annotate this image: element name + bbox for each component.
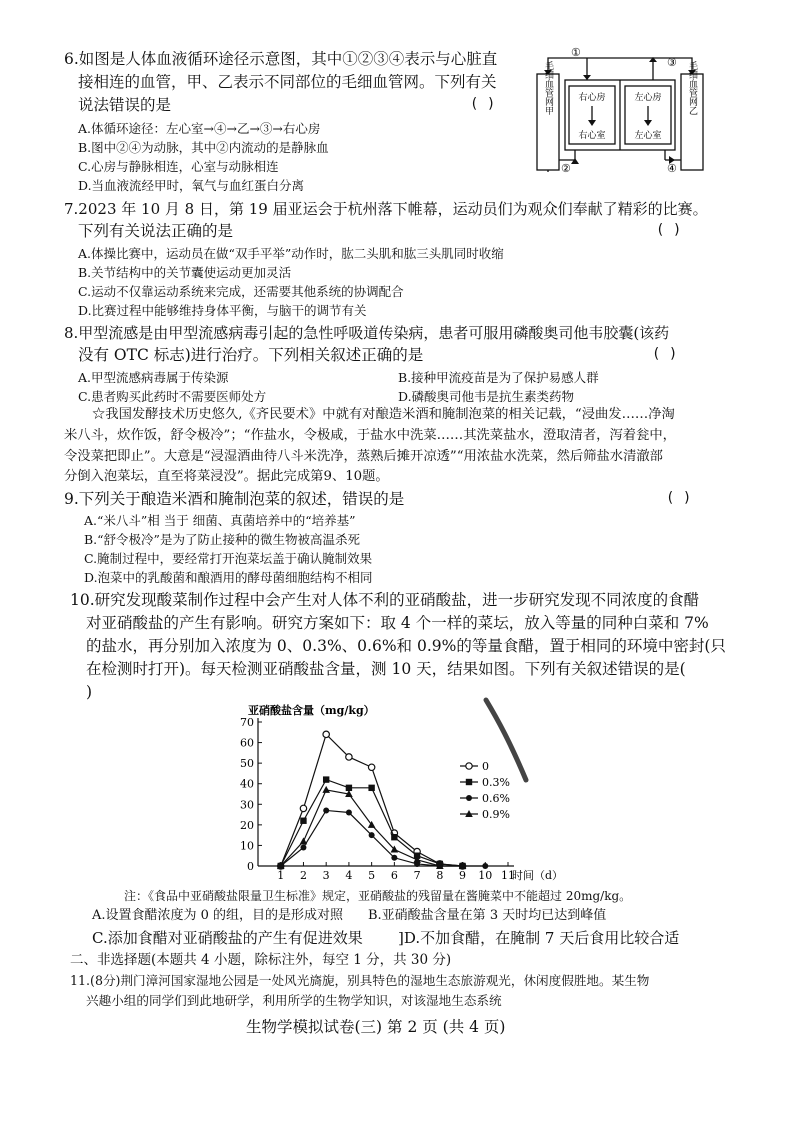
chart-axes	[258, 718, 514, 866]
x-tick-label: 1	[277, 869, 285, 882]
q9-answer-paren: ( )	[666, 490, 692, 506]
q10-option-a: A.设置食醋浓度为 0 的组，目的是形成对照	[92, 908, 344, 923]
blood-circulation-diagram	[531, 48, 711, 176]
q6-stem-line3: 说法错误的是	[78, 96, 172, 114]
data-point	[300, 844, 306, 850]
passage-line1: ☆我国发酵技术历史悠久,《齐民要术》中就有对酿造米酒和腌制泡菜的相关记载，“浸曲发……净淘	[92, 407, 675, 422]
q8-answer-paren: ( )	[652, 346, 678, 362]
pen-mark	[480, 696, 540, 788]
left-atrium-label: 左心房	[634, 93, 662, 103]
q8-option-b: B.接种甲流疫苗是为了保护易感人群	[398, 370, 599, 385]
q10-stem-line3: 的盐水，再分别加入浓度为 0、0.3%、0.6%和 0.9%的等量食醋，置于相同的环境中密封(只	[86, 637, 726, 655]
q6-option-c: C.心房与静脉相连，心室与动脉相连	[78, 159, 279, 174]
x-tick-label: 2	[299, 869, 307, 882]
q8-stem-line1: 8.甲型流感是由甲型流感病毒引起的急性呼吸道传染病，患者可服用磷酸奥司他韦胶囊(该药	[64, 324, 670, 342]
data-point	[323, 776, 329, 782]
q8-stem-line2: 没有 OTC 标志)进行治疗。下列相关叙述正确的是	[78, 346, 424, 364]
y-tick-label: 40	[240, 777, 254, 791]
q6-option-b: B.图中②④为动脉，其中②内流动的是静脉血	[78, 140, 329, 155]
passage-line2: 米八斗，炊作饭，舒令极冷”；“作盐水，令极咸，于盐水中洗菜……其洗菜盐水，澄取清者，泻着瓮中，	[64, 428, 676, 443]
series-line	[281, 790, 463, 866]
x-tick-label: 9	[459, 869, 467, 882]
x-axis-label: 时间（d）	[512, 869, 564, 882]
q9-option-a: A.“米八斗”相 当于 细菌、真菌培养中的“培养基”	[84, 513, 356, 528]
capillary-jia-label: 毛细血管网甲	[543, 61, 553, 115]
left-ventricle-label: 左心室	[634, 131, 662, 141]
y-tick-label: 70	[240, 716, 254, 729]
data-point	[368, 764, 374, 770]
q10-stem-line5: )	[86, 683, 93, 701]
q6-stem-line2: 接相连的血管，甲、乙表示不同部位的毛细血管网。下列有关	[78, 73, 497, 91]
x-tick-label: 3	[322, 869, 330, 882]
data-point	[369, 832, 375, 838]
q11-line2: 兴趣小组的同学们到此地研学，利用所学的生物学知识，对该湿地生态系统	[86, 993, 502, 1008]
legend-label: 0	[482, 760, 489, 773]
data-point	[346, 754, 352, 760]
y-tick-label: 50	[240, 757, 254, 771]
x-tick-label: 7	[413, 869, 421, 882]
data-point	[322, 786, 330, 793]
q9-option-b: B.“舒令极冷”是为了防止接种的微生物被高温杀死	[84, 532, 360, 547]
data-point	[300, 818, 306, 824]
x-tick-label: 4	[345, 869, 353, 882]
right-ventricle-label: 右心室	[578, 131, 606, 141]
chart-series	[277, 731, 488, 869]
data-point	[391, 855, 397, 861]
q10-option-c: C.添加食醋对亚硝酸盐的产生有促进效果	[92, 929, 363, 947]
q8-option-d: D.磷酸奥司他韦是抗生素类药物	[398, 389, 575, 404]
q9-stem: 9.下列关于酿造米酒和腌制泡菜的叙述，错误的是	[64, 490, 405, 508]
x-tick-label: 5	[368, 869, 376, 882]
data-point	[466, 763, 472, 769]
capillary-yi-label: 毛细血管网乙	[687, 61, 697, 115]
series-line	[281, 810, 486, 866]
passage-line3: 令没菜把即止”。大意是“浸湿酒曲待八斗米洗净，蒸熟后摊开凉透”“用浓盐水洗菜，然后筛盐水清澈部	[64, 449, 663, 464]
y-tick-label: 60	[240, 736, 254, 750]
q10-option-b: B.亚硝酸盐含量在第 3 天时均已达到峰值	[368, 908, 607, 923]
chart-x-ticks	[277, 862, 563, 882]
series-0.6%	[278, 807, 489, 869]
data-point	[323, 807, 329, 813]
q7-option-c: C.运动不仅靠运动系统来完成，还需要其他系统的协调配合	[78, 284, 404, 299]
q9-option-d: D.泡菜中的乳酸菌和酿酒用的酵母菌细胞结构不相同	[84, 570, 373, 585]
y-tick-label: 10	[240, 839, 254, 853]
data-point	[368, 785, 374, 791]
data-point	[300, 805, 306, 811]
vessel-1-label: ①	[571, 46, 581, 59]
page-footer: 生物学模拟试卷(三) 第 2 页 (共 4 页)	[246, 1018, 506, 1036]
q10-stem-line2: 对亚硝酸盐的产生有影响。研究方案如下：取 4 个一样的菜坛，放入等量的同种白菜和 7%	[86, 614, 709, 632]
y-tick-label: 0	[247, 860, 254, 873]
section-2-heading: 二、非选择题(本题共 4 小题，除标注外，每空 1 分，共 30 分)	[70, 952, 452, 968]
chart-title: 亚硝酸盐含量（mg/kg）	[248, 704, 375, 717]
data-point	[300, 837, 308, 844]
q8-option-a: A.甲型流感病毒属于传染源	[78, 370, 229, 385]
vessel-4-label: ④	[667, 162, 677, 175]
vessel-3-label: ③	[667, 56, 677, 69]
q7-option-d: D.比赛过程中能够维持身体平衡，与脑干的调节有关	[78, 303, 367, 318]
q10-note: 注：《食品中亚硝酸盐限量卫生标准》规定，亚硝酸盐的残留量在酱腌菜中不能超过 20mg/kg。	[124, 889, 632, 903]
series-0.9%	[277, 786, 466, 869]
q6-option-d: D.当血液流经甲时，氧气与血红蛋白分离	[78, 178, 305, 193]
q9-option-c: C.腌制过程中，要经常打开泡菜坛盖于确认腌制效果	[84, 551, 373, 566]
q6-option-a: A.体循环途径：左心室→④→乙→③→右心房	[78, 121, 321, 136]
y-tick-label: 30	[240, 798, 254, 812]
chart-y-ticks	[240, 716, 262, 873]
series-line	[281, 734, 463, 866]
q10-stem-line4: 在检测时打开)。每天检测亚硝酸盐含量，测 10 天，结果如图。下列有关叙述错误的是(	[86, 660, 686, 678]
x-tick-label: 10	[478, 869, 493, 882]
q7-option-b: B.关节结构中的关节囊使运动更加灵活	[78, 265, 292, 280]
q7-stem-line2: 下列有关说法正确的是	[78, 222, 234, 240]
q10-stem-line1: 10.研究发现酸菜制作过程中会产生对人体不利的亚硝酸盐，进一步研究发现不同浓度的食醋	[70, 591, 700, 609]
q8-option-c: C.患者购买此药时不需要医师处方	[78, 389, 267, 404]
legend-label: 0.9%	[482, 808, 510, 821]
data-point	[346, 810, 352, 816]
data-point	[323, 731, 329, 737]
right-atrium-label: 右心房	[578, 93, 606, 103]
q7-option-a: A.体操比赛中，运动员在做“双手平举”动作时，肱二头肌和肱三头肌同时收缩	[78, 246, 504, 261]
data-point	[482, 863, 488, 869]
q11-line1: 11.(8分)荆门漳河国家湿地公园是一处风光旖旎，别具特色的湿地生态旅游观光，休闲度假胜地。某生物	[70, 973, 650, 988]
data-point	[391, 834, 397, 840]
y-tick-label: 20	[240, 818, 254, 832]
x-tick-label: 6	[390, 869, 398, 882]
x-tick-label: 11	[501, 869, 515, 882]
legend-item	[460, 792, 510, 805]
q7-answer-paren: ( )	[656, 222, 682, 238]
legend-item	[460, 808, 510, 821]
passage-line4: 分倒入泡菜坛，直至将菜浸没”。据此完成第9、10题。	[64, 469, 389, 484]
x-tick-label: 8	[436, 869, 444, 882]
data-point	[466, 795, 472, 801]
q6-answer-paren: ( )	[470, 96, 496, 112]
legend-label: 0.6%	[482, 792, 510, 805]
data-point	[466, 779, 472, 785]
legend-label: 0.3%	[482, 776, 510, 789]
q7-stem-line1: 7.2023 年 10 月 8 日，第 19 届亚运会于杭州落下帷幕，运动员们为观众们奉献了精彩的比赛。	[64, 200, 708, 218]
vessel-2-label: ②	[561, 162, 571, 175]
q10-option-d: ]D.不加食醋，在腌制 7 天后食用比较合适	[398, 929, 680, 947]
q6-stem-line1: 6.如图是人体血液循环途径示意图，其中①②③④表示与心脏直	[64, 50, 498, 68]
